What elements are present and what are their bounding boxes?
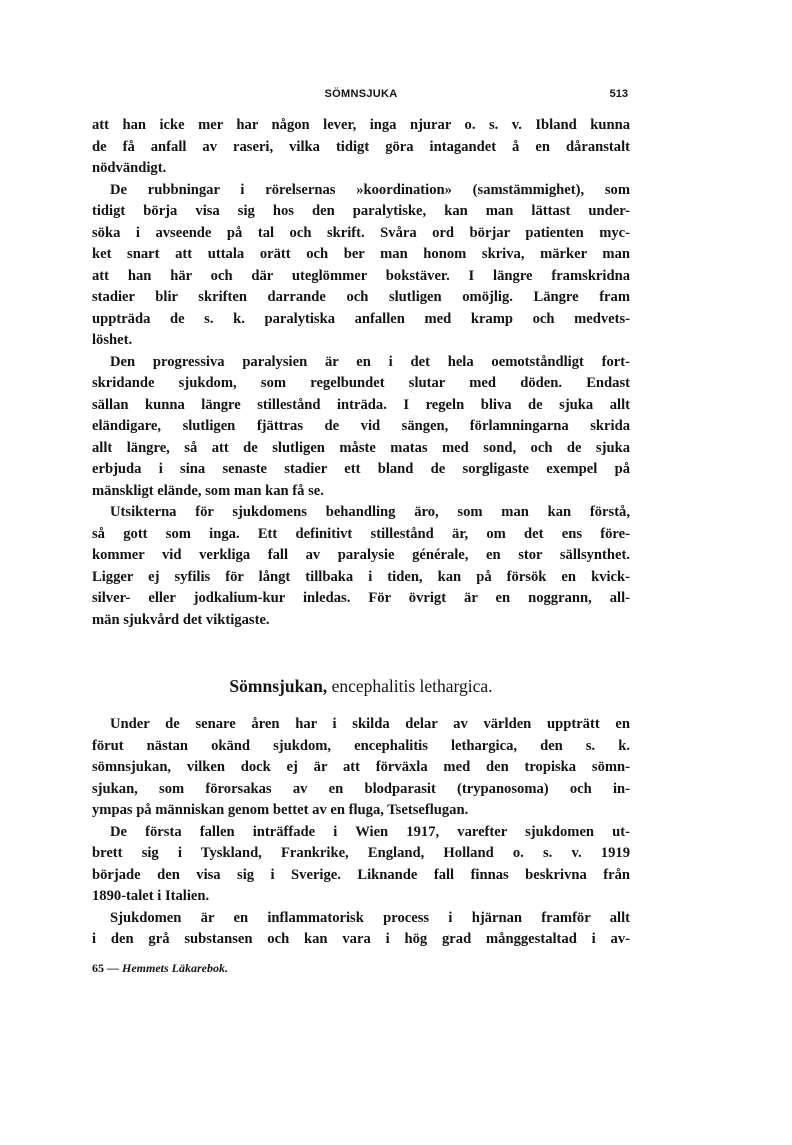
section-heading-bold: Sömnsjukan, — [229, 676, 328, 696]
text-line: ket snart att uttala orätt och ber man honom skriva, märker man — [92, 246, 630, 262]
text-line: löshet. — [92, 332, 133, 348]
text-line: mänskligt elände, som man kan få se. — [92, 482, 324, 499]
text-line: silver- eller jodkalium-kur inledas. För övrigt är en noggrann, all- — [92, 590, 630, 606]
page-footer — [92, 961, 228, 976]
text-line: de få anfall av raseri, vilka tidigt göra intagandet å en dåranstalt — [92, 138, 630, 155]
text-line: De första fallen inträffade i Wien 1917, varefter sjukdomen ut- — [110, 823, 630, 840]
text-line: sällan kunna längre stillestånd inträda. I regeln bliva de sjuka allt — [92, 396, 630, 413]
section-heading — [92, 676, 630, 697]
text-line: Sjukdomen är en inflammatorisk process i hjärnan framför allt — [110, 909, 630, 926]
running-head — [92, 88, 630, 106]
page-number: 513 — [609, 88, 628, 100]
text-line: att han här och där uteglömmer bokstäver. I längre framskridna — [92, 267, 630, 284]
text-line: erbjuda i sina senaste stadier ett bland de sorgligaste exempel på — [92, 461, 630, 477]
text-line: skridande sjukdom, som regelbundet slutar med döden. Endast — [92, 375, 630, 391]
running-head-title: SÖMNSJUKA — [324, 88, 398, 100]
text-line: så gott som inga. Ett definitivt stillestånd är, om det ens före- — [92, 525, 630, 542]
text-line: att han icke mer har någon lever, inga njurar o. s. v. Ibland kunna — [92, 117, 630, 133]
text-line: i den grå substansen och kan vara i hög grad månggestaltad i av- — [92, 931, 630, 947]
book-title: Hemmets Läkarebok. — [122, 961, 228, 975]
text-line: uppträda de s. k. paralytiska anfallen med kramp och medvets- — [92, 310, 630, 327]
text-line: män sjukvård det viktigaste. — [92, 611, 270, 628]
body-text-block-2 — [92, 714, 630, 951]
text-line: De rubbningar i rörelsernas »koordination» (samstämmighet), som — [110, 181, 630, 198]
body-text-block-1 — [92, 115, 630, 631]
text-line: Ligger ej syfilis för långt tillbaka i tiden, kan på försök en kvick- — [92, 568, 630, 585]
text-line: Den progressiva paralysien är en i det hela oemotståndligt fort- — [110, 353, 630, 370]
text-line: nödvändigt. — [92, 160, 167, 176]
text-line: söka i avseende på tal och skrift. Svåra ord börjar patienten myc- — [92, 224, 630, 241]
text-line: 1890-talet i Italien. — [92, 888, 210, 904]
text-line: stadier blir skriften darrande och slutligen omöjlig. Längre fram — [92, 289, 630, 305]
text-line: sömnsjukan, vilken dock ej är att förväxla med den tropiska sömn- — [92, 759, 630, 775]
signature-mark: 65 — — [92, 961, 122, 975]
text-line: brett sig i Tyskland, Frankrike, England, Holland o. s. v. 1919 — [92, 845, 630, 861]
text-line: kommer vid verkliga fall av paralysie générale, en stor sällsynthet. — [92, 547, 630, 563]
text-line: Under de senare åren har i skilda delar av världen uppträtt en — [110, 716, 630, 732]
text-line: tidigt börja visa sig hos den paralytiske, kan man lättast under- — [92, 203, 630, 219]
section-heading-rest: encephalitis lethargica. — [327, 676, 493, 696]
text-line: började den visa sig i Sverige. Liknande fall finnas beskrivna från — [92, 866, 630, 883]
text-line: sjukan, som förorsakas av en blodparasit (trypanosoma) och in- — [92, 780, 630, 797]
text-line: allt längre, så att de slutligen måste matas med sond, och de sjuka — [92, 439, 630, 456]
text-line: förut nästan okänd sjukdom, encephalitis lethargica, den s. k. — [92, 737, 630, 754]
text-line: Utsikterna för sjukdomens behandling äro, som man kan förstå, — [110, 504, 630, 520]
text-line: eländigare, slutligen fjättras de vid sängen, förlamningarna skrida — [92, 418, 630, 434]
text-line: ympas på människan genom bettet av en fluga, Tsetseflugan. — [92, 802, 469, 818]
